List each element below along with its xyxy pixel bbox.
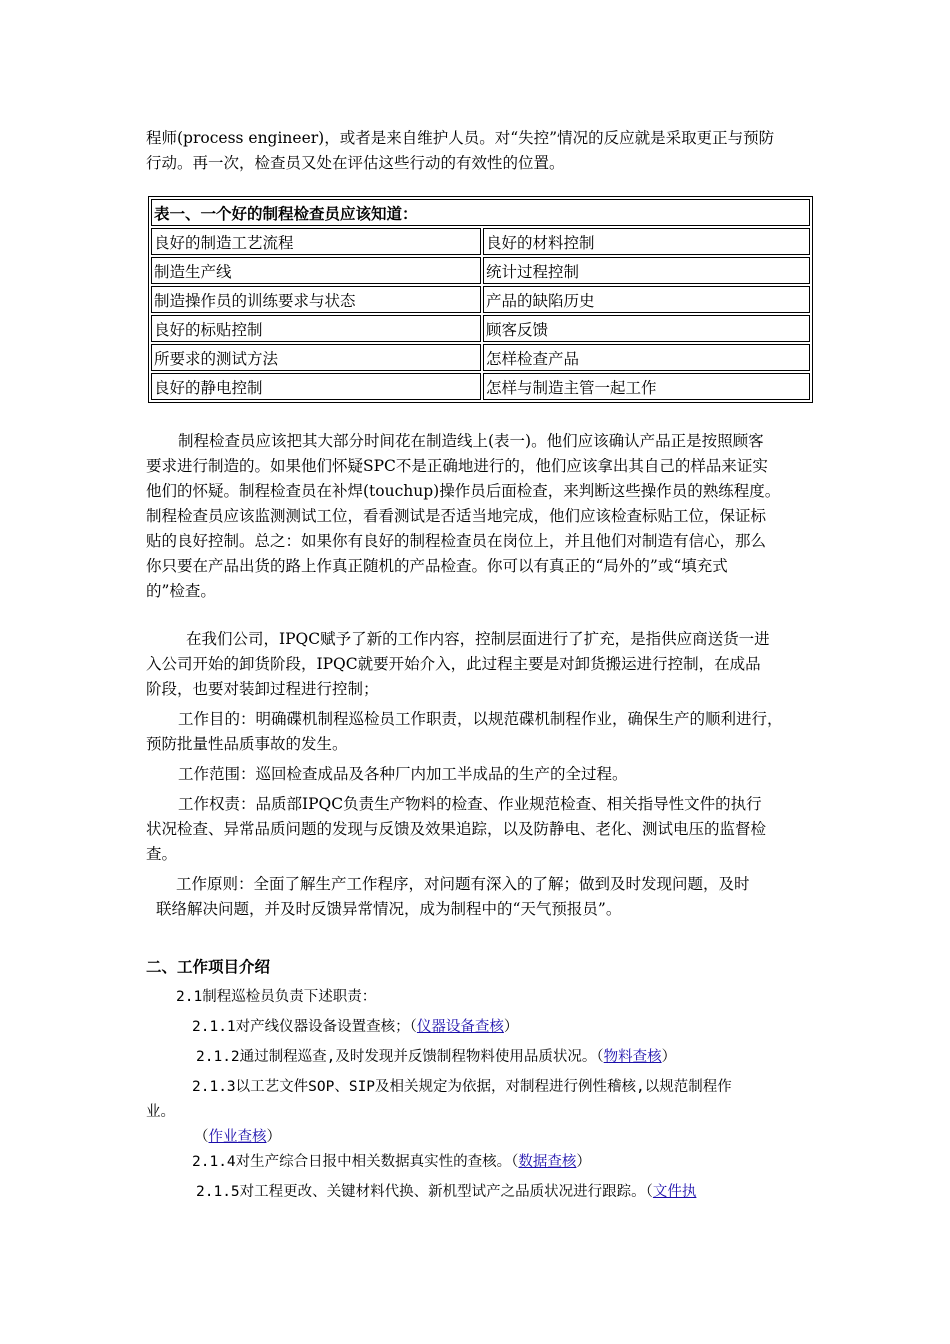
document-execution-link[interactable]: 文件执 <box>652 1184 697 1200</box>
table-cell: 统计过程控制 <box>483 257 810 284</box>
table-row <box>151 373 810 400</box>
para1-line: 他们的怀疑。制程检查员在补焊(touchup)操作员后面检查，来判断这些操作员的熟练程度。 <box>146 482 781 500</box>
table-cell: 良好的静电控制 <box>151 373 481 400</box>
para1-line: 的”检查。 <box>146 582 216 600</box>
goal-line: 工作目的：明确碟机制程巡检员工作职责，以规范碟机制程作业，确保生产的顺利进行， <box>178 710 783 728</box>
table-row <box>151 286 810 313</box>
duty-item-3-link-line <box>194 1126 281 1148</box>
table-cell: 良好的材料控制 <box>483 228 810 255</box>
table-row <box>151 315 810 342</box>
duty-open: （ <box>194 1129 209 1145</box>
para2-line: 阶段，也要对装卸过程进行控制； <box>146 680 379 698</box>
principle-line: 工作原则：全面了解生产工作程序，对问题有深入的了解；做到及时发现问题，及时 <box>176 875 750 893</box>
intro-line-2: 行动。再一次，检查员又处在评估这些行动的有效性的位置。 <box>146 154 565 172</box>
table-row <box>151 257 810 284</box>
equipment-check-link[interactable]: 仪器设备查核 <box>416 1019 504 1035</box>
table-cell: 顾客反馈 <box>483 315 810 342</box>
duty-item-5 <box>196 1181 696 1203</box>
duty-text: 2.1.1对产线仪器设备设置查核；（ <box>192 1019 417 1035</box>
authority-line: 状况检查、异常品质问题的发现与反馈及效果追踪，以及防静电、老化、测试电压的监督检 <box>146 820 767 838</box>
material-check-link[interactable]: 物料查核 <box>603 1049 662 1065</box>
duty-text: 2.1.5对工程更改、关键材料代换、新机型试产之品质状况进行跟踪。（ <box>196 1184 653 1200</box>
duty-text: 2.1.4对生产综合日报中相关数据真实性的查核。（ <box>192 1154 519 1170</box>
para1-line: 要求进行制造的。如果他们怀疑SPC不是正确地进行的，他们应该拿出其自己的样品来证实 <box>146 457 768 475</box>
duty-end: ） <box>266 1129 281 1145</box>
table-row <box>151 344 810 371</box>
duty-end: ） <box>576 1154 591 1170</box>
duty-item-4 <box>192 1151 591 1173</box>
table-cell: 所要求的测试方法 <box>151 344 481 371</box>
para1-line: 你只要在产品出货的路上作真正随机的产品检查。你可以有真正的“局外的”或“填充式 <box>146 557 728 575</box>
table-cell: 怎样检查产品 <box>483 344 810 371</box>
duty-item-3-line-2: 业。 <box>146 1104 175 1120</box>
duty-item-3-line-1: 2.1.3以工艺文件SOP、SIP及相关规定为依据，对制程进行例性稽核,以规范制程作 <box>192 1079 732 1095</box>
table-cell: 制造操作员的训练要求与状态 <box>151 286 481 313</box>
intro-line-1: 程师(process engineer)，或者是来自维护人员。对“失控”情况的反应就是采取更正与预防 <box>146 129 775 147</box>
table-cell: 产品的缺陷历史 <box>483 286 810 313</box>
duty-item-1 <box>192 1016 518 1038</box>
goal-line: 预防批量性品质事故的发生。 <box>146 735 348 753</box>
section-heading: 二、工作项目介绍 <box>146 958 271 976</box>
authority-line: 工作权责：品质部IPQC负责生产物料的检查、作业规范检查、相关指导性文件的执行 <box>178 795 762 813</box>
operation-check-link[interactable]: 作业查核 <box>208 1129 267 1145</box>
table-cell: 怎样与制造主管一起工作 <box>483 373 810 400</box>
section-subheading: 2.1制程巡检员负责下述职责： <box>176 989 377 1005</box>
para1-line: 制程检查员应该监测测试工位，看看测试是否适当地完成，他们应该检查标贴工位，保证标 <box>146 507 767 525</box>
para2-line: 入公司开始的卸货阶段，IPQC就要开始介入，此过程主要是对卸货搬运进行控制，在成品 <box>146 655 761 673</box>
data-check-link[interactable]: 数据查核 <box>518 1154 577 1170</box>
scope-line: 工作范围：巡回检查成品及各种厂内加工半成品的生产的全过程。 <box>178 765 628 783</box>
authority-line: 查。 <box>146 845 178 863</box>
duty-end: ） <box>503 1019 519 1035</box>
table-cell: 制造生产线 <box>151 257 481 284</box>
table-row <box>151 228 810 255</box>
principle-line: 联络解决问题，并及时反馈异常情况，成为制程中的“天气预报员”。 <box>156 900 622 918</box>
duty-end: ） <box>661 1049 677 1065</box>
duty-text: 2.1.2通过制程巡查,及时发现并反馈制程物料使用品质状况。（ <box>196 1049 604 1065</box>
inspector-knowledge-table <box>148 196 813 403</box>
table-cell: 良好的标贴控制 <box>151 315 481 342</box>
table-cell: 良好的制造工艺流程 <box>151 228 481 255</box>
duty-item-2 <box>196 1046 676 1068</box>
para1-line: 制程检查员应该把其大部分时间花在制造线上(表一)。他们应该确认产品正是按照顾客 <box>178 432 764 450</box>
para2-line: 在我们公司，IPQC赋予了新的工作内容，控制层面进行了扩充，是指供应商送货一进 <box>186 630 770 648</box>
table-title: 表一、一个好的制程检查员应该知道： <box>151 199 810 226</box>
para1-line: 贴的良好控制。总之：如果你有良好的制程检查员在岗位上，并且他们对制造有信心，那么 <box>146 532 767 550</box>
